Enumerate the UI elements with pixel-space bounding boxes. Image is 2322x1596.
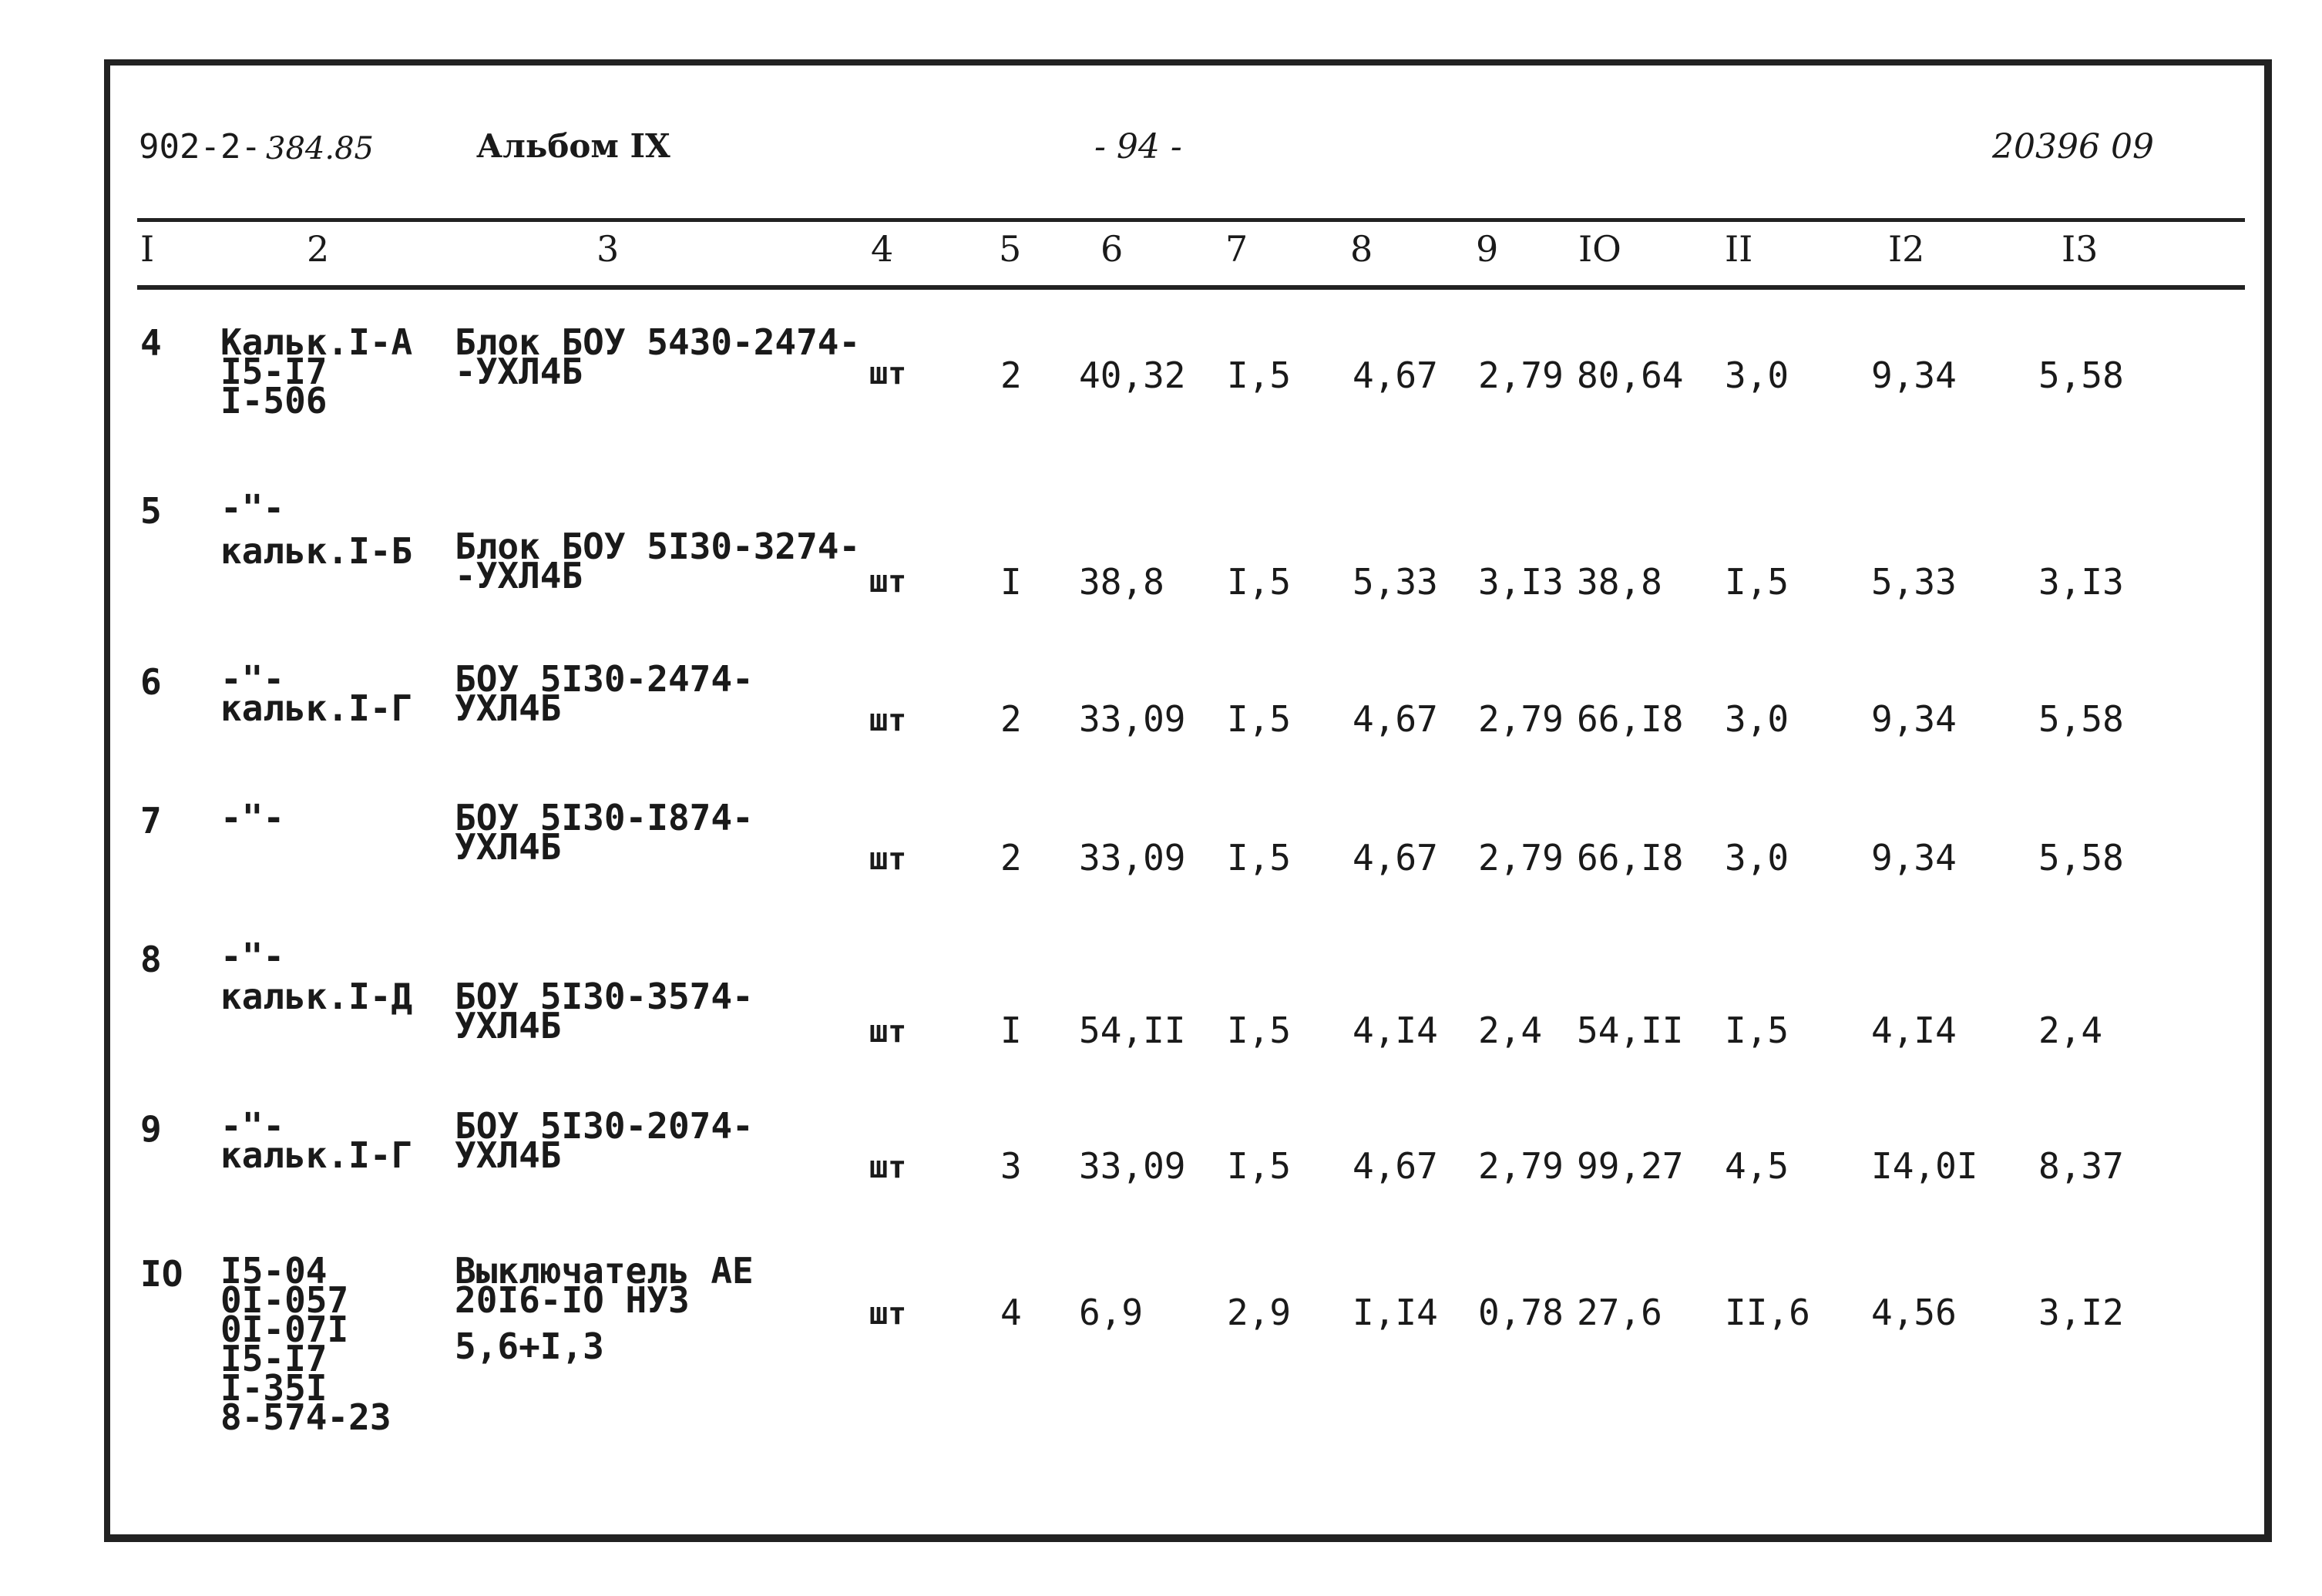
row-col10: 54,II [1577, 1010, 1684, 1051]
row-col12: I4,0I [1871, 1145, 1978, 1187]
ref-line: кальк.I-Г [220, 1134, 413, 1176]
row-item-name [455, 1250, 754, 1367]
row-number: IO [140, 1253, 183, 1295]
row-reference [220, 936, 413, 1017]
ref-line: -"- [220, 487, 285, 529]
row-col7: I,5 [1227, 837, 1292, 879]
col-header-2: 2 [307, 228, 330, 270]
row-number: 8 [140, 939, 162, 980]
row-col8: 4,67 [1353, 1145, 1438, 1187]
row-col13: 5,58 [2038, 837, 2124, 879]
row-col7: 2,9 [1227, 1292, 1292, 1333]
row-number: 7 [140, 800, 162, 842]
ref-line: -"- [220, 1105, 285, 1147]
row-item-name [455, 526, 861, 596]
row-unit: шт [869, 564, 907, 600]
name-line: БОУ 5I30-2074- [455, 1105, 754, 1147]
name-line: БОУ 5I30-I874- [455, 797, 754, 838]
row-col6: 38,8 [1079, 561, 1164, 603]
row-qty: I [1000, 1010, 1022, 1051]
row-qty: 2 [1000, 698, 1022, 740]
row-col7: I,5 [1227, 561, 1292, 603]
ref-line: Кальк.I-А [220, 321, 413, 363]
row-qty: 4 [1000, 1292, 1022, 1333]
col-header-11: II [1725, 228, 1753, 270]
ref-line: -"- [220, 936, 285, 977]
row-col13: 5,58 [2038, 698, 2124, 740]
row-col9: 2,79 [1478, 354, 1564, 396]
row-col8: 4,67 [1353, 354, 1438, 396]
col-header-1: I [140, 228, 155, 270]
row-col11: 3,0 [1725, 837, 1789, 879]
row-col8: I,I4 [1353, 1292, 1438, 1333]
row-col12: 9,34 [1871, 698, 1957, 740]
row-number: 9 [140, 1108, 162, 1150]
row-unit: шт [869, 1014, 907, 1050]
col-header-10: IO [1578, 228, 1621, 270]
row-qty: 2 [1000, 837, 1022, 879]
row-item-name [455, 797, 754, 868]
col-header-9: 9 [1476, 228, 1499, 270]
row-col11: 3,0 [1725, 698, 1789, 740]
row-col9: 2,79 [1478, 837, 1564, 879]
row-col7: I,5 [1227, 698, 1292, 740]
row-col7: I,5 [1227, 1145, 1292, 1187]
sheet-code: 20396 09 [1992, 127, 2154, 166]
name-line: 20I6-IO НУЗ [455, 1279, 690, 1321]
row-col13: 2,4 [2038, 1010, 2103, 1051]
header-rule-top [137, 218, 2245, 222]
name-line: УХЛ4Б [455, 826, 562, 868]
row-col13: 3,I3 [2038, 561, 2124, 603]
row-col11: II,6 [1725, 1292, 1810, 1333]
row-col11: I,5 [1725, 561, 1789, 603]
col-header-12: I2 [1888, 228, 1925, 270]
row-col13: 5,58 [2038, 354, 2124, 396]
row-col9: 2,79 [1478, 698, 1564, 740]
ref-line: кальк.I-Г [220, 687, 413, 729]
row-col10: 66,I8 [1577, 698, 1684, 740]
ref-line: I5-I7 [220, 351, 328, 392]
row-col10: 80,64 [1577, 354, 1684, 396]
name-line: УХЛ4Б [455, 687, 562, 729]
row-unit: шт [869, 1296, 907, 1332]
row-qty: 2 [1000, 354, 1022, 396]
ref-line: кальк.I-Д [220, 976, 413, 1017]
ref-line: I5-I7 [220, 1338, 328, 1379]
name-line: УХЛ4Б [455, 1005, 562, 1047]
col-header-3: 3 [596, 228, 620, 270]
col-header-5: 5 [999, 228, 1022, 270]
row-unit: шт [869, 842, 907, 877]
row-unit: шт [869, 1150, 907, 1185]
row-reference [220, 1250, 391, 1438]
row-col6: 6,9 [1079, 1292, 1144, 1333]
doc-number-handwritten: 384.85 [266, 131, 374, 166]
row-col6: 33,09 [1079, 1145, 1186, 1187]
col-header-4: 4 [871, 228, 894, 270]
row-qty: 3 [1000, 1145, 1022, 1187]
row-number: 4 [140, 322, 162, 364]
row-col9: 2,4 [1478, 1010, 1543, 1051]
row-col12: 4,56 [1871, 1292, 1957, 1333]
row-reference [220, 321, 413, 422]
doc-number-prefix: 902-2- [139, 127, 261, 166]
row-col8: 5,33 [1353, 561, 1438, 603]
row-reference [220, 487, 413, 572]
row-col12: 9,34 [1871, 354, 1957, 396]
row-col8: 4,67 [1353, 698, 1438, 740]
row-col12: 4,I4 [1871, 1010, 1957, 1051]
row-number: 5 [140, 490, 162, 532]
name-line: БОУ 5I30-3574- [455, 976, 754, 1017]
ref-line: I-506 [220, 380, 328, 422]
col-header-6: 6 [1101, 228, 1124, 270]
ref-line: 0I-057 [220, 1279, 349, 1321]
row-col7: I,5 [1227, 1010, 1292, 1051]
row-col9: 3,I3 [1478, 561, 1564, 603]
name-extra: 5,6+I,3 [455, 1326, 604, 1367]
row-col10: 66,I8 [1577, 837, 1684, 879]
row-col9: 2,79 [1478, 1145, 1564, 1187]
row-col11: I,5 [1725, 1010, 1789, 1051]
row-item-name [455, 658, 754, 729]
row-number: 6 [140, 661, 162, 703]
row-qty: I [1000, 561, 1022, 603]
col-header-8: 8 [1350, 228, 1373, 270]
header-rule-bottom [137, 285, 2245, 290]
row-col6: 40,32 [1079, 354, 1186, 396]
ref-line: -"- [220, 797, 285, 838]
ref-line: I-35I [220, 1367, 328, 1409]
row-reference [220, 797, 285, 838]
col-header-13: I3 [2062, 228, 2099, 270]
row-col11: 4,5 [1725, 1145, 1789, 1187]
col-header-7: 7 [1225, 228, 1248, 270]
row-col13: 8,37 [2038, 1145, 2124, 1187]
row-col12: 9,34 [1871, 837, 1957, 879]
row-col8: 4,I4 [1353, 1010, 1438, 1051]
row-col10: 27,6 [1577, 1292, 1662, 1333]
row-reference [220, 1105, 413, 1176]
row-col6: 33,09 [1079, 837, 1186, 879]
row-item-name [455, 1105, 754, 1176]
name-line: Блок БОУ 5I30-3274- [455, 526, 861, 567]
row-col9: 0,78 [1478, 1292, 1564, 1333]
row-col8: 4,67 [1353, 837, 1438, 879]
name-line: Блок БОУ 5430-2474- [455, 321, 861, 363]
row-col10: 99,27 [1577, 1145, 1684, 1187]
name-line: -УХЛ4Б [455, 555, 583, 596]
ref-line: I5-04 [220, 1250, 328, 1292]
row-reference [220, 658, 413, 729]
row-col7: I,5 [1227, 354, 1292, 396]
row-col11: 3,0 [1725, 354, 1789, 396]
row-item-name [455, 976, 754, 1047]
row-col13: 3,I2 [2038, 1292, 2124, 1333]
name-line: Выключатель АЕ [455, 1250, 754, 1292]
ref-line: 0I-07I [220, 1309, 349, 1350]
ref-line: кальк.I-Б [220, 530, 413, 572]
row-unit: шт [869, 356, 907, 391]
row-unit: шт [869, 703, 907, 738]
row-col12: 5,33 [1871, 561, 1957, 603]
name-line: БОУ 5I30-2474- [455, 658, 754, 700]
name-line: -УХЛ4Б [455, 351, 583, 392]
page-number: - 94 - [1094, 127, 1182, 166]
row-col6: 33,09 [1079, 698, 1186, 740]
name-line: УХЛ4Б [455, 1134, 562, 1176]
ref-line: -"- [220, 658, 285, 700]
ref-line: 8-574-23 [220, 1396, 391, 1438]
row-col6: 54,II [1079, 1010, 1186, 1051]
album-label: Альбом IX [476, 127, 670, 165]
row-item-name [455, 321, 861, 392]
row-col10: 38,8 [1577, 561, 1662, 603]
